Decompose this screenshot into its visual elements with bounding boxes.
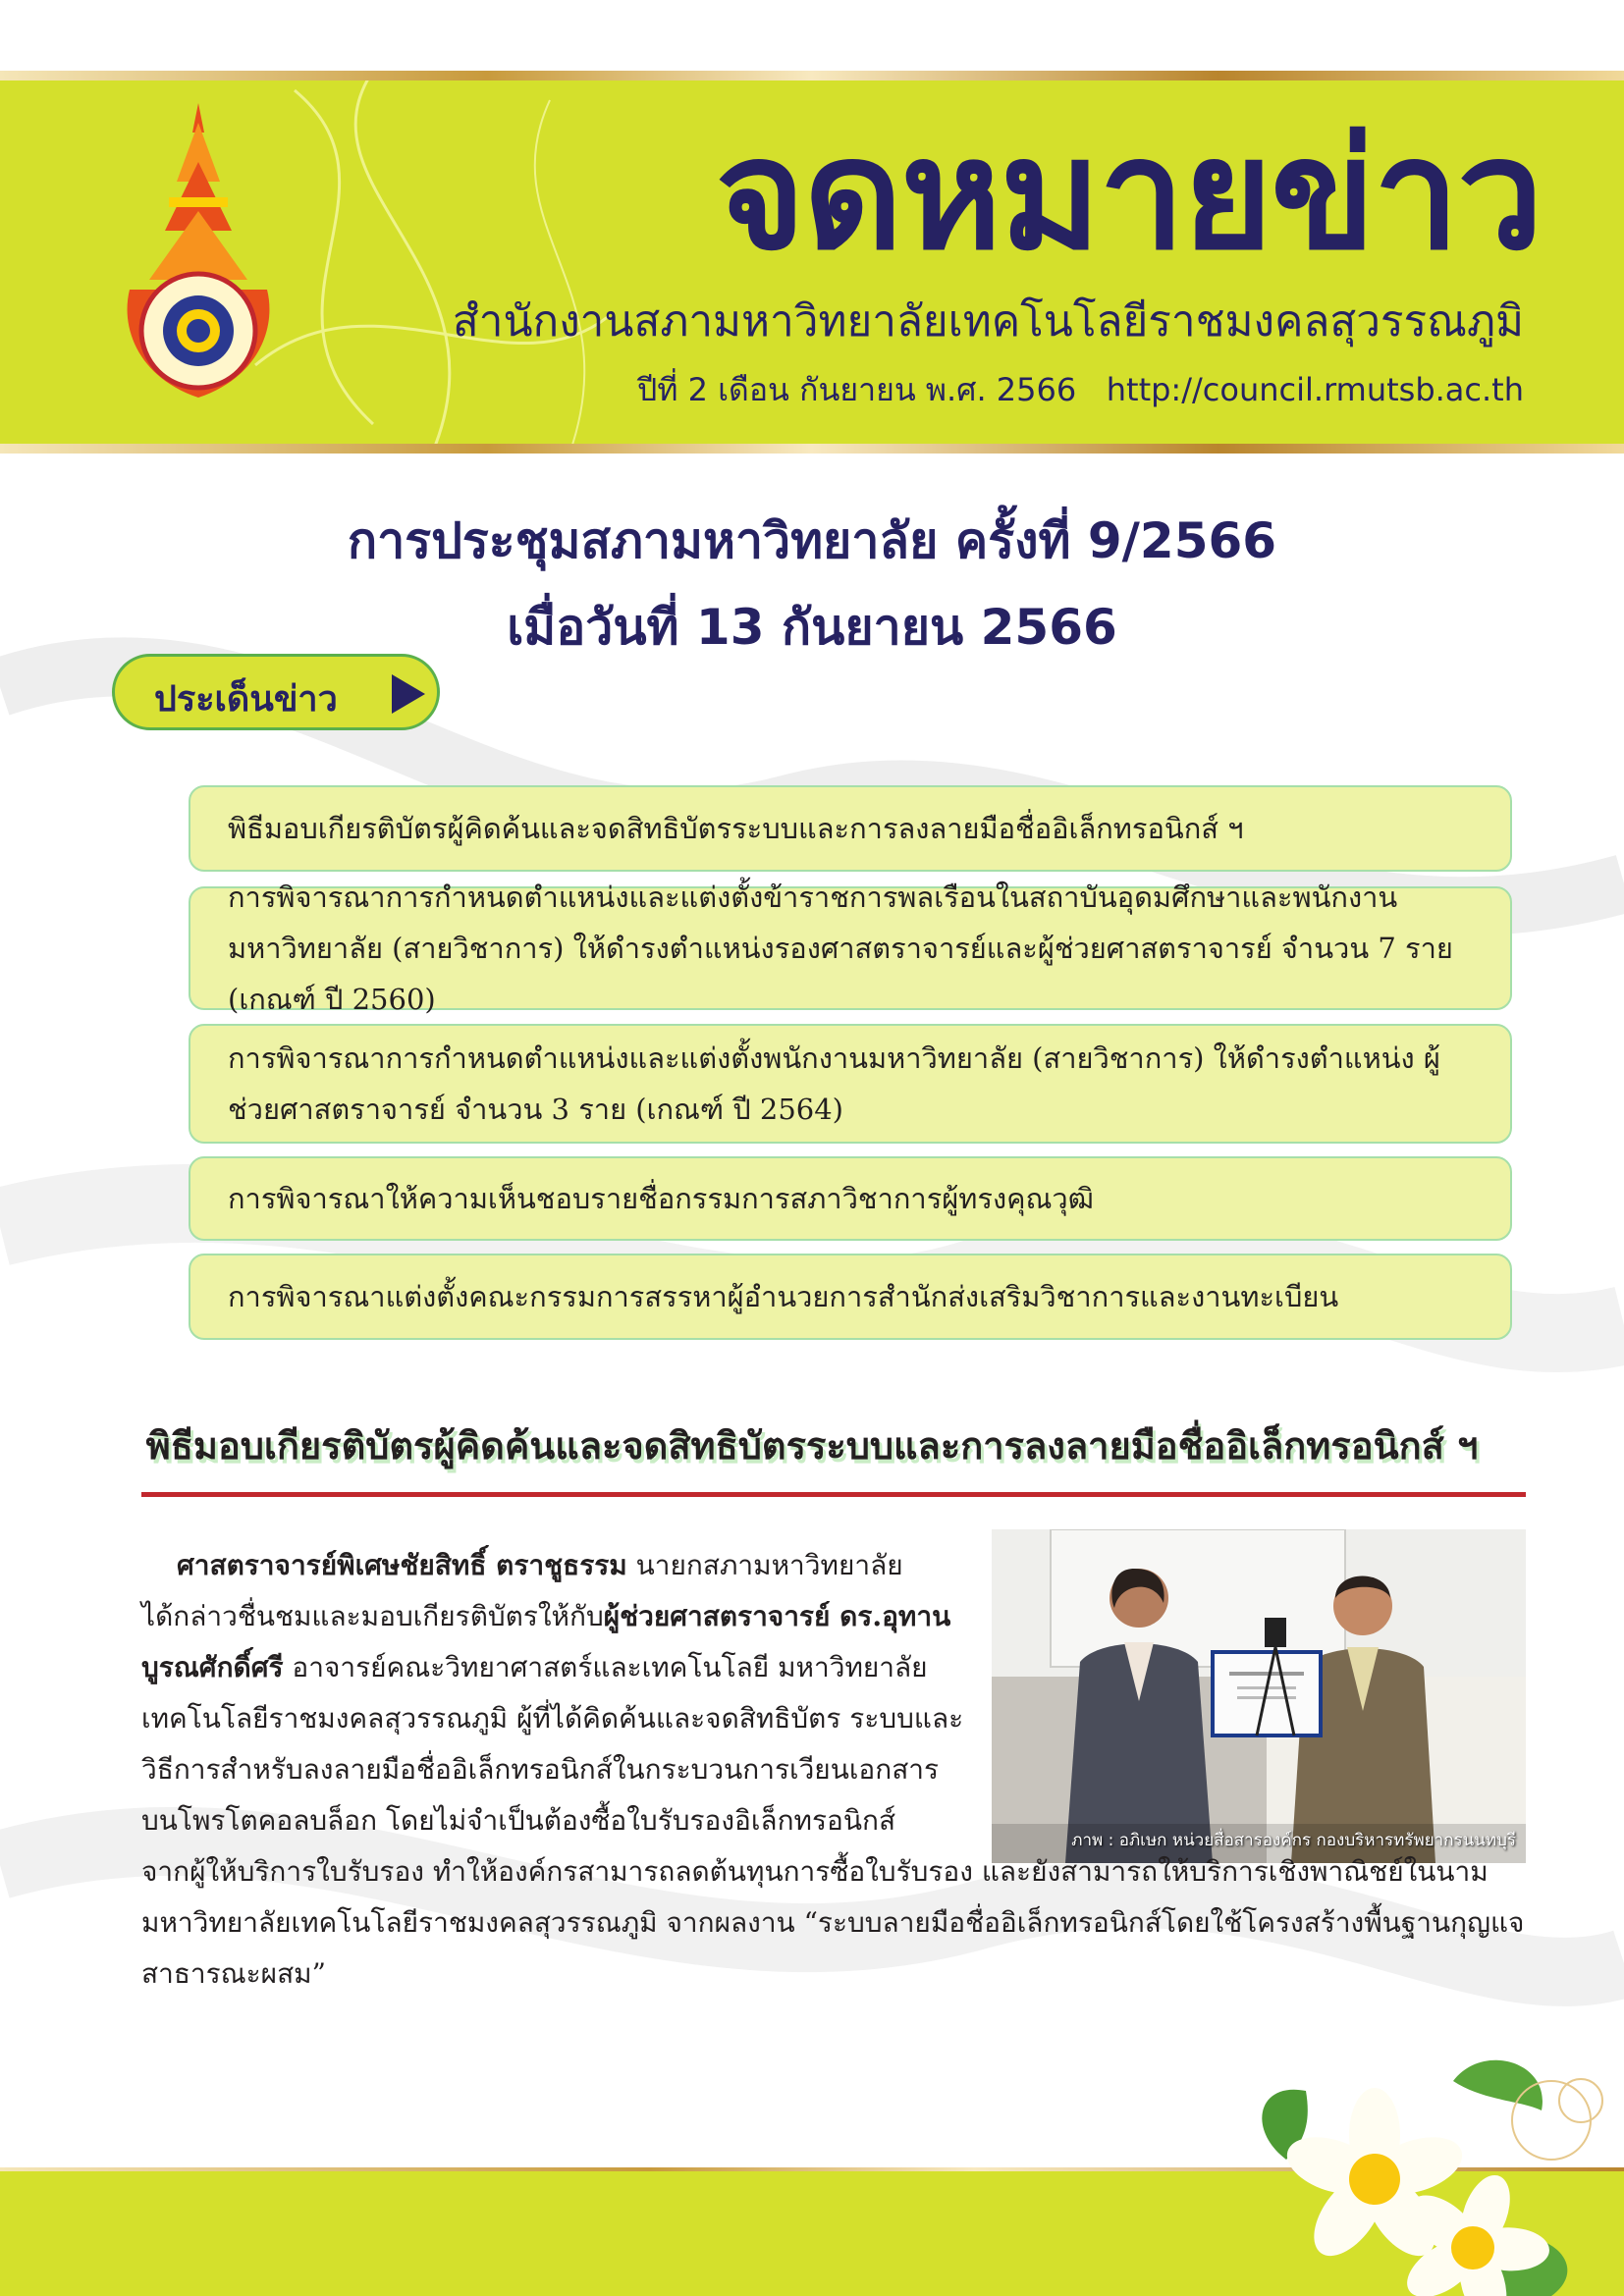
article-text: มหาวิทยาลัยเทคโนโลยีราชมงคลสุวรรณภูมิ จากผลงาน “ระบบลายมือชื่ออิเล็กทรอนิกส์โดยใช้โครงสร้างพื้นฐานกุญแจ: [141, 1906, 1525, 1939]
ceremony-photo-illustration: [992, 1529, 1526, 1863]
article-line: [141, 1643, 928, 1692]
play-arrow-icon: [392, 674, 425, 714]
news-topics-label: ประเด็นข่าว: [154, 679, 338, 720]
topic-item-text: การพิจารณาให้ความเห็นชอบรายชื่อกรรมการสภาวิชาการผู้ทรงคุณวุฒิ: [228, 1182, 1094, 1215]
office-subtitle: สำนักงานสภามหาวิทยาลัยเทคโนโลยีราชมงคลสุวรรณภูมิ: [452, 296, 1524, 347]
article-line: [141, 1745, 939, 1794]
topic-item[interactable]: [189, 881, 1512, 1016]
issue-line: [491, 365, 1524, 415]
newsletter-title: จดหมายข่าว: [715, 105, 1542, 284]
topic-item-text: พิธีมอบเกียรติบัตรผู้คิดค้นและจดสิทธิบัตรระบบและการลงลายมือชื่ออิเล็กทรอนิกส์ ฯ: [228, 812, 1244, 845]
university-emblem-icon: [110, 103, 287, 417]
header-gold-border-bottom: [0, 444, 1624, 454]
article-line: [141, 1796, 895, 1845]
article-line: [141, 1592, 950, 1641]
article-text: นายกสภามหาวิทยาลัย: [626, 1549, 903, 1581]
topic-item[interactable]: [189, 1024, 1512, 1144]
photo-caption: ภาพ : อภิเษก หน่วยสื่อสารองค์กร กองบริหารทรัพยากรนนทบุรี: [1071, 1831, 1516, 1850]
plumeria-flower-decoration-icon: [1227, 2042, 1624, 2296]
topic-item[interactable]: [189, 1156, 1512, 1241]
article-text: อาจารย์คณะวิทยาศาสตร์และเทคโนโลยี มหาวิทยาลัย: [283, 1651, 928, 1683]
article-line: [141, 1898, 1524, 1948]
chairman-name: ศาสตราจารย์พิเศษชัยสิทธิ์ ตราชูธรรม: [177, 1549, 627, 1581]
topic-item-text: การพิจารณาแต่งตั้งคณะกรรมการสรรหาผู้อำนวยการสำนักส่งเสริมวิชาการและงานทะเบียน: [228, 1280, 1339, 1313]
topic-item-text: การพิจารณาการกำหนดตำแหน่งและแต่งตั้งข้าราชการพลเรือนในสถาบันอุดมศึกษาและพนักงานมหาวิทยาลัย (สายวิชาการ) ให้ดำรงตำแหน่งรองศาสตราจารย์และผู้ช่วยศาสตราจารย์ จำนวน 7 ราย (เกณฑ์ ปี 2560): [228, 881, 1453, 1016]
topic-item[interactable]: [189, 1254, 1512, 1340]
topic-item-text: การพิจารณาการกำหนดตำแหน่งและแต่งตั้งพนักงานมหาวิทยาลัย (สายวิชาการ) ให้ดำรงตำแหน่ง ผู้ช่วยศาสตราจารย์ จำนวน 3 ราย (เกณฑ์ ปี 2564): [228, 1041, 1440, 1126]
header-gold-border-top: [0, 71, 1624, 80]
news-topics-button[interactable]: [112, 654, 440, 730]
article-text: สาธารณะผสม”: [141, 1957, 326, 1990]
article-text: ได้กล่าวชื่นชมและมอบเกียรติบัตรให้กับ: [141, 1600, 604, 1632]
council-url-link[interactable]: http://council.rmutsb.ac.th: [1106, 371, 1524, 408]
article-line: [177, 1541, 903, 1590]
meeting-date: เมื่อวันที่ 13 กันยายน 2566: [507, 599, 1117, 656]
article-text: บนโพรโตคอลบล็อก โดยไม่จำเป็นต้องซื้อใบรับรองอิเล็กทรอนิกส์: [141, 1804, 896, 1837]
ceremony-photo: [992, 1529, 1526, 1863]
article-line: [141, 1694, 963, 1743]
article-line: [141, 1949, 326, 1999]
article-text: จากผู้ให้บริการใบรับรอง ทำให้องค์กรสามารถลดต้นทุนการซื้อใบรับรอง และยังสามารถให้บริการเชิงพาณิชย์ในนาม: [141, 1855, 1489, 1888]
article-divider: [141, 1492, 1526, 1497]
topic-item[interactable]: [189, 785, 1512, 872]
article-line: [141, 1847, 1489, 1896]
recipient-name: ผู้ช่วยศาสตราจารย์ ดร.อุทาน: [603, 1600, 951, 1632]
article-text: เทคโนโลยีราชมงคลสุวรรณภูมิ ผู้ที่ได้คิดค้นและจดสิทธิบัตร ระบบและ: [141, 1702, 964, 1735]
recipient-name: บูรณศักดิ์ศรี: [141, 1651, 284, 1683]
issue-date: ปีที่ 2 เดือน กันยายน พ.ศ. 2566: [637, 371, 1077, 408]
article-title: พิธีมอบเกียรติบัตรผู้คิดค้นและจดสิทธิบัตรระบบและการลงลายมือชื่ออิเล็กทรอนิกส์ ฯ: [145, 1424, 1479, 1468]
meeting-heading: การประชุมสภามหาวิทยาลัย ครั้งที่ 9/2566: [347, 512, 1277, 569]
article-text: วิธีการสำหรับลงลายมือชื่ออิเล็กทรอนิกส์ในกระบวนการเวียนเอกสาร: [141, 1753, 940, 1786]
